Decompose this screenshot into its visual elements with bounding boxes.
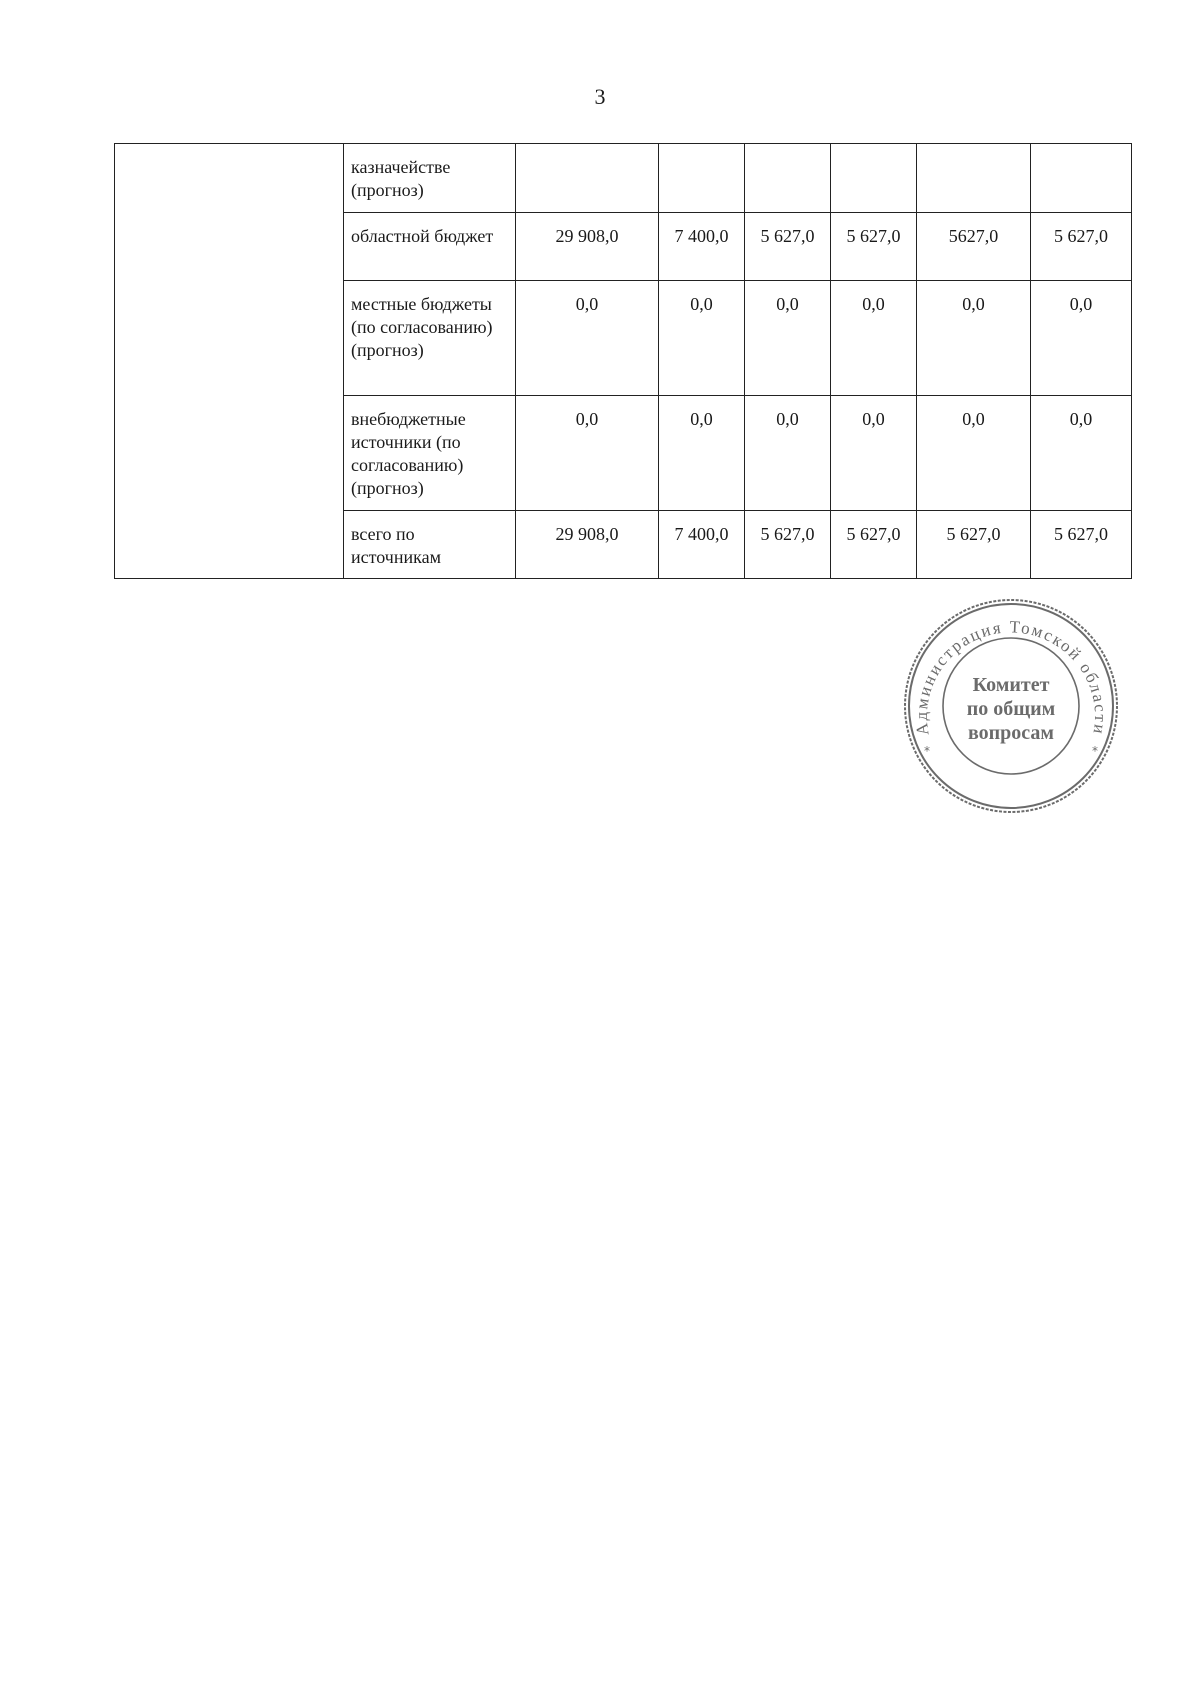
value-cell: [917, 144, 1031, 213]
value-cell: 5 627,0: [831, 511, 917, 579]
value-cell: 7 400,0: [659, 511, 745, 579]
value-cell: 5 627,0: [745, 511, 831, 579]
value-cell: 0,0: [831, 281, 917, 396]
value-cell: 0,0: [1031, 396, 1132, 511]
value-cell: [1031, 144, 1132, 213]
value-cell: 5627,0: [917, 213, 1031, 281]
value-cell: [659, 144, 745, 213]
value-cell: 0,0: [516, 281, 659, 396]
stamp-star-icon: *: [924, 744, 930, 758]
value-cell: 0,0: [831, 396, 917, 511]
source-cell: местные бюджеты (по согласованию) (прогноз): [344, 281, 516, 396]
page-number: 3: [594, 84, 606, 109]
value-cell: [516, 144, 659, 213]
value-cell: 29 908,0: [516, 213, 659, 281]
value-cell: [831, 144, 917, 213]
value-cell: 0,0: [917, 396, 1031, 511]
merged-empty-cell: [115, 144, 344, 579]
value-cell: 29 908,0: [516, 511, 659, 579]
stamp-center-line: вопросам: [967, 722, 1055, 744]
stamp-center-line: Комитет: [972, 674, 1050, 696]
value-cell: 7 400,0: [659, 213, 745, 281]
value-cell: 0,0: [516, 396, 659, 511]
value-cell: 5 627,0: [831, 213, 917, 281]
budget-table: [114, 143, 1132, 579]
stamp-ring-text: Администрация Томской области: [911, 617, 1111, 737]
value-cell: 0,0: [745, 396, 831, 511]
value-cell: 0,0: [659, 396, 745, 511]
value-cell: 5 627,0: [1031, 511, 1132, 579]
official-stamp: [900, 595, 1122, 817]
stamp-star-icon: *: [1092, 744, 1098, 758]
value-cell: 5 627,0: [745, 213, 831, 281]
stamp-center-line: по общим: [966, 698, 1056, 720]
value-cell: 0,0: [659, 281, 745, 396]
value-cell: 0,0: [745, 281, 831, 396]
value-cell: 5 627,0: [917, 511, 1031, 579]
value-cell: [745, 144, 831, 213]
source-cell: внебюджетные источники (по согласованию) (прогноз): [344, 396, 516, 511]
value-cell: 0,0: [1031, 281, 1132, 396]
value-cell: 0,0: [917, 281, 1031, 396]
source-cell: всего по источникам: [344, 511, 516, 579]
table-row: [115, 144, 1132, 213]
source-cell: областной бюджет: [344, 213, 516, 281]
value-cell: 5 627,0: [1031, 213, 1132, 281]
source-cell: казначействе (прогноз): [344, 144, 516, 213]
